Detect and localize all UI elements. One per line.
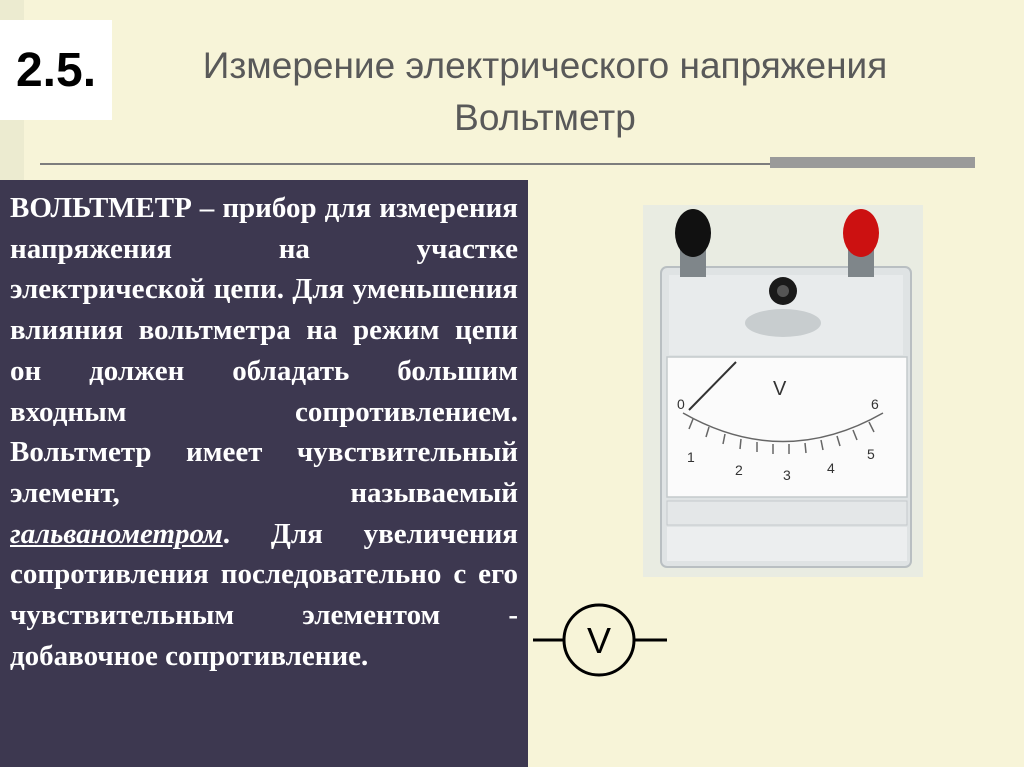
definition-paragraph-1: ВОЛЬТМЕТР – прибор для измерения напряжения на участке электрической цепи. Для уменьшения влияния вольтметра на режим цепи он должен обладать большим входным сопротивлением. <box>10 192 518 428</box>
definition-paragraph-2 <box>10 432 518 676</box>
circuit-symbol-letter: V <box>586 620 612 661</box>
scale-label-2: 2 <box>735 462 743 478</box>
slide-title <box>120 40 970 144</box>
slide-number: 2.5. <box>15 43 97 97</box>
scale-label-4: 4 <box>827 460 835 476</box>
definition-p2-start: Вольтметр имеет чувствительный элемент, называемый <box>10 436 518 509</box>
definition-text <box>10 188 518 676</box>
voltmeter-photo <box>643 205 923 577</box>
scale-label-1: 1 <box>687 449 695 465</box>
title-line-2: Вольтметр <box>454 97 636 138</box>
dial-symbol: V <box>773 378 787 400</box>
voltmeter-circuit-symbol <box>531 595 671 685</box>
scale-label-5: 5 <box>867 446 875 462</box>
definition-p2-end: . Для увеличения сопротивления последовательно с его чувствительным элементом - добавочное сопротивление. <box>10 517 518 672</box>
title-divider-accent <box>770 157 975 168</box>
red-terminal <box>843 209 879 257</box>
galvanometer-term: гальванометром <box>10 517 223 550</box>
title-line-1: Измерение электрического напряжения <box>202 45 888 86</box>
slide-number-box <box>0 20 112 120</box>
scale-label-0: 0 <box>677 396 685 412</box>
scale-label-3: 3 <box>783 467 791 483</box>
scale-label-6: 6 <box>871 396 879 412</box>
black-terminal <box>675 209 711 257</box>
